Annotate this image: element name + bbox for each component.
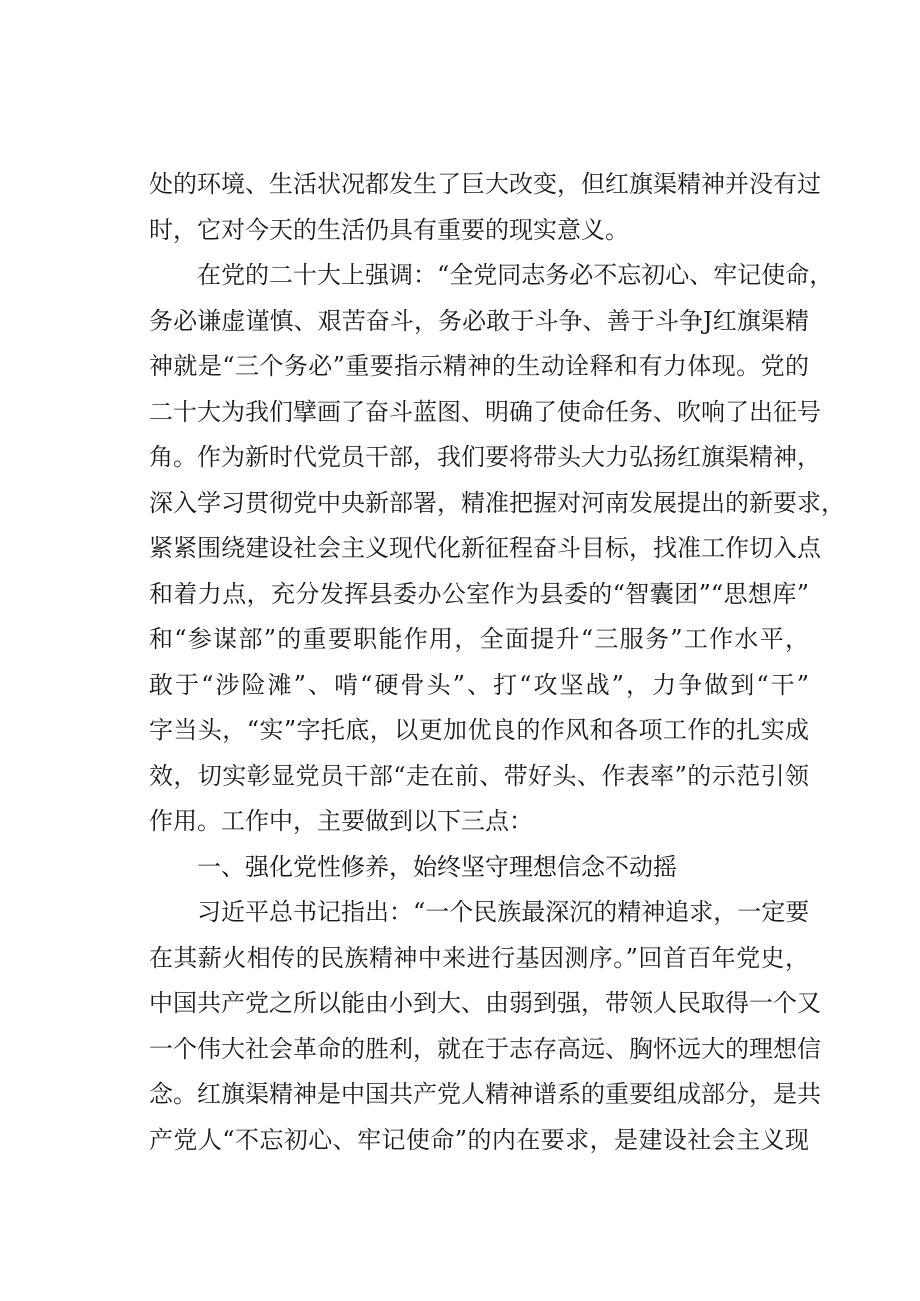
text-line: 效，切实彰显党员干部“走在前、带好头、作表率”的示范引领 (149, 761, 809, 790)
text-line: 在其薪火相传的民族精神中来进行基因测序。”回首百年党史， (149, 943, 809, 972)
text-line: 作用。工作中，主要做到以下三点： (149, 807, 533, 835)
text-line: 深入学习贯彻党中央新部署，精准把握对河南发展提出的新要求， (149, 488, 845, 517)
text-line: 敢于“涉险滩”、啃“硬骨头”、打“攻坚战”，力争做到“干” (149, 670, 809, 699)
paragraph-1 (149, 162, 821, 253)
paragraph-2 (149, 253, 845, 845)
text-line: 务必谦虚谨慎、艰苦奋斗，务必敢于斗争、善于斗争J红旗渠精 (149, 306, 809, 335)
text-line: 字当头，“实”字托底，以更加优良的作风和各项工作的扎实成 (149, 716, 809, 744)
text-line: 习近平总书记指出：“一个民族最深沉的精神追求，一定要 (197, 898, 810, 926)
text-line: 一个伟大社会革命的胜利，就在于志存高远、胸怀远大的理想信 (149, 1034, 821, 1063)
text-line: 神就是“三个务必”重要指示精神的生动诠释和有力体现。党的 (149, 352, 809, 380)
text-line: 紧紧围绕建设社会主义现代化新征程奋斗目标，找准工作切入点 (149, 534, 821, 562)
text-line: 和着力点，充分发挥县委办公室作为县委的“智囊团”“思想库” (149, 579, 809, 608)
text-line: 处的环境、生活状况都发生了巨大改变，但红旗渠精神并没有过 (149, 170, 821, 198)
text-line: 和“参谋部”的重要职能作用，全面提升“三服务”工作水平， (149, 625, 809, 653)
text-line: 角。作为新时代党员干部，我们要将带头大力弘扬红旗渠精神， (149, 443, 821, 471)
text-line: 中国共产党之所以能由小到大、由弱到强，带领人民取得一个又 (149, 989, 821, 1017)
section-heading: 一、强化党性修养，始终坚守理想信念不动摇 (197, 852, 677, 881)
text-line: 念。红旗渠精神是中国共产党人精神谱系的重要组成部分，是共 (149, 1080, 821, 1108)
text-line: 在党的二十大上强调：“全党同志务必不忘初心、牢记使命， (197, 261, 834, 289)
text-line: 时，它对今天的生活仍具有重要的现实意义。 (149, 215, 629, 244)
text-line: 产党人“不忘初心、牢记使命”的内在要求，是建设社会主义现 (149, 1125, 809, 1154)
text-line: 二十大为我们擘画了奋斗蓝图、明确了使命任务、吹响了出征号 (149, 397, 821, 426)
document-body (149, 162, 845, 1163)
paragraph-3 (149, 890, 821, 1163)
